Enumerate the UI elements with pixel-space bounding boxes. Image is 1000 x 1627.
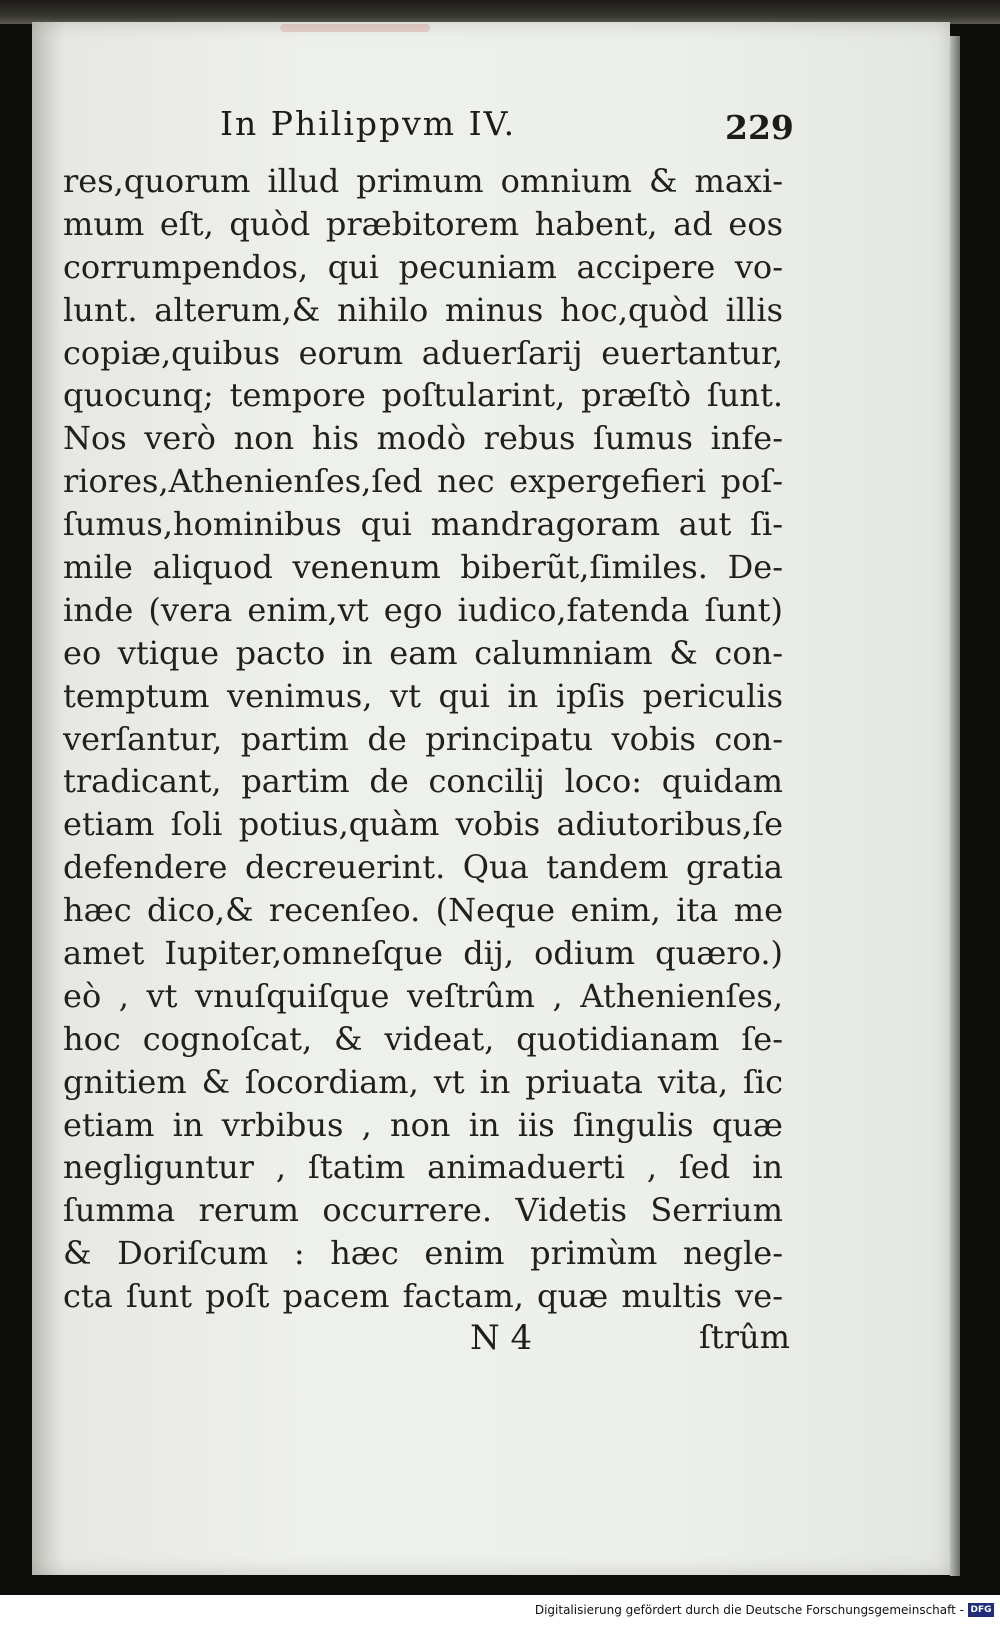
text-line: mum eſt, quòd præbitorem habent, ad eos: [63, 204, 783, 243]
text-line: Nos verò non his modò rebus ſumus infe-: [63, 419, 783, 458]
gutter-shadow: [32, 22, 62, 1575]
text-line: temptum venimus, vt qui in ipſis periculis: [63, 676, 783, 715]
text-line: ſumma rerum occurrere. Videtis Serrium: [63, 1191, 783, 1230]
text-line: hoc cognoſcat, & videat, quotidianam ſe-: [63, 1019, 783, 1058]
text-line: inde (vera enim,vt ego iudico,fatenda ſunt): [63, 590, 783, 629]
body-text: [63, 160, 783, 1318]
text-line: hæc dico,& recenſeo. (Neque enim, ita me: [63, 891, 783, 930]
book-edge-strip: [0, 0, 1000, 24]
text-line: negliguntur , ſtatim animaduerti , ſed in: [63, 1148, 783, 1187]
page-stain: [280, 24, 430, 32]
footer-bar: [0, 1595, 1000, 1627]
text-line: etiam ſoli potius,quàm vobis adiutoribus,ſe: [63, 805, 783, 844]
text-line: etiam in vrbibus , non in iis ſingulis quæ: [63, 1105, 783, 1144]
text-line: cta ſunt poſt pacem factam, quæ multis ve-: [63, 1277, 783, 1316]
running-head: In Philippvm IV.: [220, 104, 517, 143]
text-line: ſumus,hominibus qui mandragoram aut ſi-: [63, 505, 783, 544]
text-line: quocunq; tempore poſtularint, præſtò ſunt.: [63, 376, 783, 415]
text-line: lunt. alterum,& nihilo minus hoc,quòd illis: [63, 290, 783, 329]
page-number: 229: [725, 108, 794, 147]
text-line: mile aliquod venenum biberũt,ſimiles. De-: [63, 548, 783, 587]
text-line: copiæ,quibus eorum aduerſarij euertantur,: [63, 333, 783, 372]
text-line: eo vtique pacto in eam calumniam & con-: [63, 633, 783, 672]
text-line: gnitiem & ſocordiam, vt in priuata vita, ſic: [63, 1062, 783, 1101]
text-line: riores,Athenienſes,ſed nec expergefieri poſ-: [63, 462, 783, 501]
text-line: tradicant, partim de concilij loco: quidam: [63, 762, 783, 801]
text-line: defendere decreuerint. Qua tandem gratia: [63, 848, 783, 887]
funding-credit: Digitalisierung gefördert durch die Deutsche Forschungsgemeinschaft -: [534, 1603, 964, 1617]
text-line: eò , vt vnuſquiſque veſtrûm , Athenienſes,: [63, 976, 783, 1015]
dfg-logo: DFG: [968, 1603, 994, 1617]
text-line: corrumpendos, qui pecuniam accipere vo-: [63, 247, 783, 286]
page-edge: [950, 36, 960, 1576]
text-line: verſantur, partim de principatu vobis con-: [63, 719, 783, 758]
text-line: amet Iupiter,omneſque dij, odium quæro.): [63, 934, 783, 973]
text-line: res,quorum illud primum omnium & maxi-: [63, 162, 783, 200]
text-line: & Doriſcum : hæc enim primùm negle-: [63, 1234, 783, 1273]
signature-mark: N 4: [470, 1318, 533, 1358]
catchword: ſtrûm: [699, 1318, 790, 1356]
